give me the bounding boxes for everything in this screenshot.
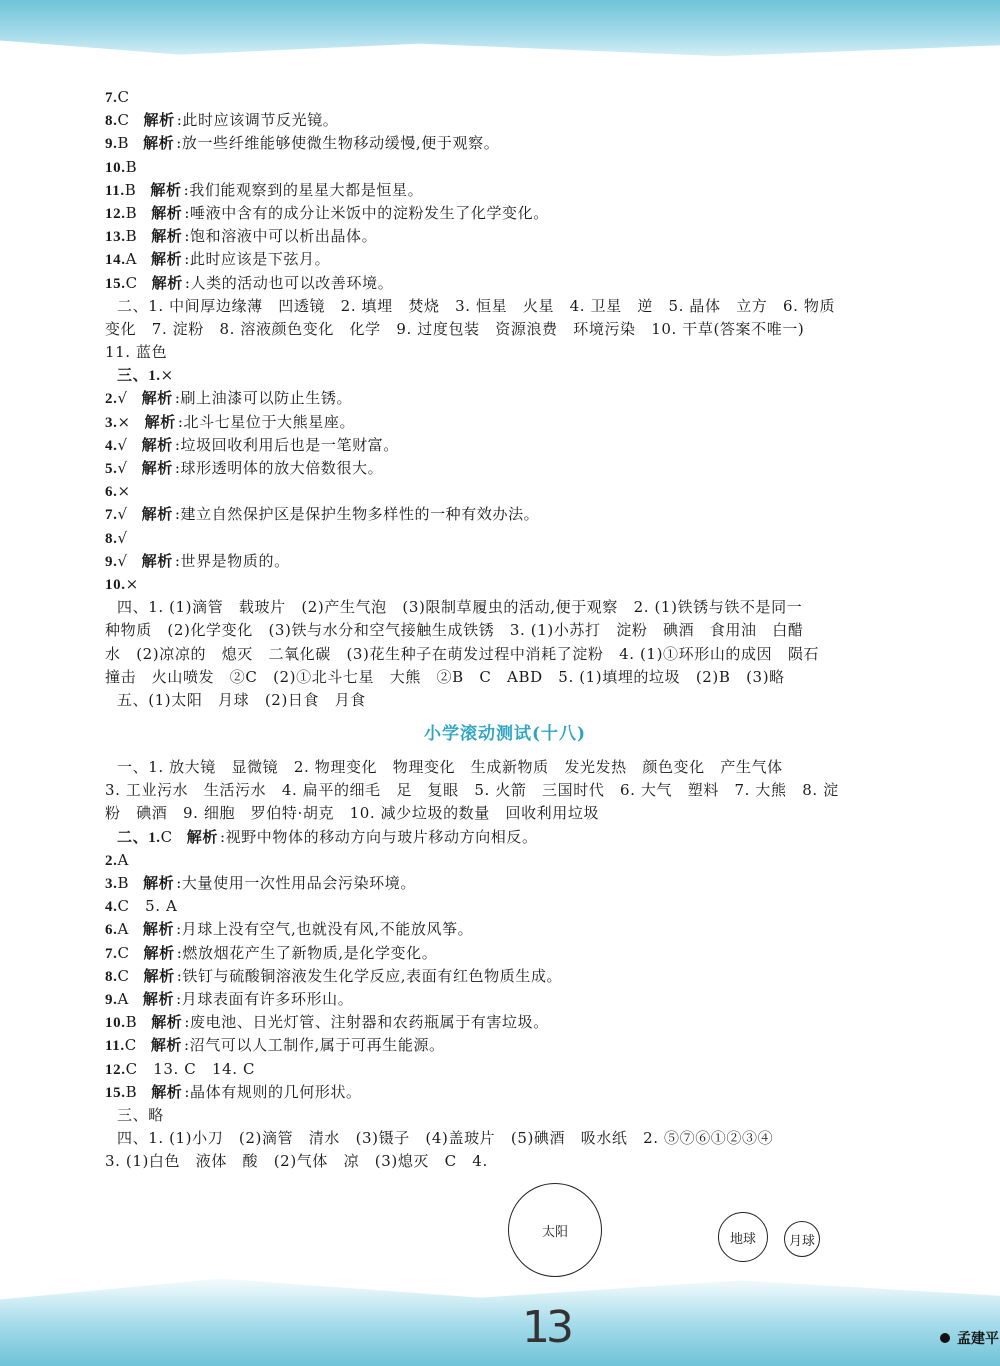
answer-choice: C	[125, 273, 138, 292]
analysis-keyword: 解析	[141, 435, 173, 454]
analysis-keyword: 解析	[150, 1036, 183, 1055]
analysis-keyword: 解析	[143, 943, 175, 962]
text-line: 3. 工业污水 生活污水 4. 扁平的细毛 足 复眼 5. 火箭 三国时代 6. 大气 塑料 7. 大熊 8. 淀	[105, 781, 839, 800]
analysis-text: :建立自然保护区是保护生物多样性的一种有效办法。	[174, 505, 540, 524]
analysis-text: :垃圾回收利用后也是一笔财富。	[174, 435, 399, 454]
answer-choice: B	[124, 180, 137, 199]
answer-line	[105, 225, 905, 248]
part2-fill-answers	[105, 756, 905, 826]
analysis-keyword: 解析	[143, 111, 175, 130]
sun-circle	[508, 1183, 602, 1277]
answer-line	[105, 156, 905, 179]
analysis-keyword: 解析	[151, 203, 183, 222]
analysis-keyword: 解析	[151, 1013, 183, 1032]
answer-line	[105, 272, 905, 295]
question-number: 7.	[105, 507, 118, 524]
answer-choice: A	[117, 850, 129, 869]
question-number: 2.	[105, 852, 118, 869]
question-number: 三、1.	[117, 368, 161, 385]
answer-line	[105, 849, 905, 872]
text-line: 11. 蓝色	[105, 343, 168, 362]
analysis-keyword: 解析	[141, 459, 173, 477]
analysis-text: :唾液中含有的成分让米饭中的淀粉发生了化学变化。	[184, 203, 549, 222]
question-number: 12.	[105, 205, 126, 222]
moon-label: 月球	[788, 1233, 815, 1249]
earth-label: 地球	[729, 1231, 756, 1247]
answer-choice: √	[117, 528, 128, 547]
answer-choice: C	[117, 966, 130, 985]
question-number: 6.	[105, 922, 118, 939]
question-number: 15.	[105, 1084, 126, 1101]
answer-line	[105, 895, 905, 918]
text-line: 五、(1)太阳 月球 (2)日食 月食	[117, 690, 366, 709]
page-number-handwritten: 13	[522, 1302, 570, 1353]
question-number: 15.	[105, 275, 126, 292]
answer-choice: √	[117, 505, 128, 524]
answer-line	[105, 387, 905, 410]
question-number: 8.	[105, 113, 118, 130]
analysis-text: :此时应该是下弦月。	[184, 250, 331, 269]
question-number: 7.	[105, 945, 118, 962]
text-line: 二、1. 中间厚边缘薄 凹透镜 2. 填埋 焚烧 3. 恒星 火星 4. 卫星 逆 5. 晶体 立方 6. 物质	[117, 296, 836, 315]
analysis-keyword: 解析	[142, 920, 175, 939]
answer-line	[105, 248, 905, 271]
question-number: 二、1.	[117, 829, 161, 846]
answer-choice: B	[125, 157, 138, 176]
analysis-text: :大量使用一次性用品会污染环境。	[176, 874, 416, 892]
answer-choice: ×	[117, 482, 131, 501]
question-number: 14.	[105, 252, 126, 269]
analysis-keyword: 解析	[143, 966, 175, 985]
question-number: 7.	[105, 90, 118, 106]
analysis-text: :我们能观察到的星星大都是恒星。	[183, 180, 424, 199]
answer-line	[105, 434, 905, 457]
answer-choice: C	[117, 943, 130, 962]
answer-line	[105, 132, 905, 155]
analysis-text: :月球上没有空气,也就没有风,不能放风筝。	[176, 920, 474, 939]
answer-choice: C	[117, 111, 130, 130]
answer-line	[105, 1034, 905, 1057]
analysis-keyword: 解析	[142, 989, 175, 1008]
text-line: 3. (1)白色 液体 酸 (2)气体 凉 (3)熄灭 C 4.	[105, 1152, 488, 1171]
analysis-text: :晶体有规则的几何形状。	[184, 1082, 362, 1101]
analysis-text: :世界是物质的。	[174, 551, 290, 570]
answer-choice: √	[117, 551, 128, 570]
analysis-keyword: 解析	[141, 389, 173, 408]
answer-line	[105, 1081, 905, 1104]
text-line: 水 (2)凉凉的 熄灭 二氧化碳 (3)花生种子在萌发过程中消耗了淀粉 4. (1)①环形山的成因 陨石	[105, 644, 820, 663]
answer-choice: √	[117, 435, 128, 454]
question-number: 12.	[105, 1061, 126, 1078]
answer-line	[105, 179, 905, 202]
answer-line	[105, 872, 905, 895]
question-number: 10.	[105, 159, 126, 176]
analysis-keyword: 解析	[143, 874, 175, 892]
question-number: 11.	[105, 1038, 125, 1055]
question-number: 3.	[105, 876, 118, 892]
analysis-text: :沼气可以人工制作,属于可再生能源。	[184, 1036, 445, 1055]
answer-choice: C 5. A	[117, 897, 178, 916]
answer-line	[105, 364, 905, 387]
answer-line	[105, 527, 905, 550]
answer-line	[105, 411, 905, 434]
analysis-text: :燃放烟花产生了新物质,是化学变化。	[176, 943, 438, 962]
footer-bullet-icon	[940, 1333, 950, 1343]
answer-line	[105, 503, 905, 526]
footer-brand: 孟建平	[957, 1331, 999, 1347]
analysis-keyword: 解析	[151, 1082, 183, 1101]
analysis-text: :刷上油漆可以防止生锈。	[174, 389, 353, 408]
answer-choice: C	[160, 827, 173, 846]
answer-choice: B	[117, 134, 130, 153]
bottom-decorative-band	[0, 1271, 1000, 1366]
answer-choice: A	[117, 989, 129, 1008]
question-number: 9.	[105, 991, 118, 1008]
question-number: 4.	[105, 899, 118, 916]
answer-line	[105, 826, 905, 849]
question-number: 11.	[105, 182, 125, 199]
answer-choice: A	[117, 920, 129, 939]
answer-choice: C 13. C 14. C	[125, 1059, 256, 1078]
answer-line	[105, 457, 905, 480]
analysis-keyword: 解析	[143, 134, 175, 153]
answer-line	[105, 480, 905, 503]
text-line: 一、1. 放大镜 显微镜 2. 物理变化 物理变化 生成新物质 发光发热 颜色变化 产生气体	[117, 758, 783, 777]
analysis-keyword: 解析	[151, 250, 183, 269]
analysis-text: :月球表面有许多环形山。	[176, 989, 354, 1008]
question-number: 6.	[105, 484, 118, 501]
question-number: 8.	[105, 968, 118, 985]
answer-choice: ×	[160, 366, 174, 385]
text-line: 粉 碘酒 9. 细胞 罗伯特·胡克 10. 减少垃圾的数量 回收利用垃圾	[105, 804, 600, 823]
top-decorative-band	[0, 0, 1000, 78]
answer-line	[105, 573, 905, 596]
analysis-keyword: 解析	[150, 180, 182, 199]
question-number: 10.	[105, 576, 126, 593]
text-line: 撞击 火山喷发 ②C (2)①北斗七星 大熊 ②B C ABD 5. (1)填埋的垃圾 (2)B (3)略	[105, 667, 785, 686]
answer-line	[105, 988, 905, 1011]
answer-line	[105, 942, 905, 965]
part2-choice-answers	[105, 826, 905, 1104]
part1-judge-answers	[105, 364, 905, 596]
question-number: 13.	[105, 229, 126, 246]
answer-line	[105, 918, 905, 941]
question-number: 9.	[105, 136, 118, 153]
analysis-keyword: 解析	[141, 505, 173, 524]
question-number: 10.	[105, 1015, 126, 1032]
analysis-text: :北斗七星位于大熊星座。	[177, 412, 356, 431]
analysis-keyword: 解析	[141, 551, 173, 570]
part1-fill-answers	[105, 295, 905, 365]
answer-choice: ×	[117, 412, 131, 431]
text-line: 变化 7. 淀粉 8. 溶液颜色变化 化学 9. 过度包装 资源浪费 环境污染 10. 干草(答案不唯一)	[105, 319, 805, 338]
part2-experiment-answers	[105, 1127, 905, 1173]
part1-experiment-answers	[105, 596, 905, 712]
question-number: 3.	[105, 414, 118, 431]
analysis-text: :放一些纤维能够使微生物移动缓慢,便于观察。	[176, 134, 500, 153]
answer-choice: C	[124, 1036, 137, 1055]
answer-choice: √	[117, 459, 128, 477]
answer-choice: B	[125, 1013, 138, 1032]
answer-choice: B	[117, 874, 130, 892]
answer-line	[105, 550, 905, 573]
answer-choice: √	[117, 389, 128, 408]
analysis-text: :铁钉与硫酸铜溶液发生化学反应,表面有红色物质生成。	[176, 966, 563, 985]
answer-choice: B	[125, 227, 138, 246]
answer-line	[105, 109, 905, 132]
answer-choice: A	[125, 250, 137, 269]
analysis-keyword: 解析	[186, 827, 218, 846]
part1-choice-answers	[105, 86, 905, 295]
answer-line	[105, 86, 905, 109]
answer-line	[105, 965, 905, 988]
analysis-text: :饱和溶液中可以析出晶体。	[184, 227, 378, 246]
moon-circle	[784, 1221, 820, 1257]
part2-san-line: 三、略	[117, 1105, 164, 1124]
question-number: 2.	[105, 391, 118, 408]
section-title: 小学滚动测试(十八)	[423, 724, 587, 745]
answer-line	[105, 202, 905, 225]
analysis-keyword: 解析	[144, 412, 176, 431]
answer-choice: C	[117, 88, 130, 106]
question-number: 5.	[105, 461, 118, 477]
answer-line	[105, 1011, 905, 1034]
analysis-text: :人类的活动也可以改善环境。	[184, 273, 394, 292]
question-number: 4.	[105, 437, 118, 454]
answer-choice: B	[125, 1082, 138, 1101]
question-number: 9.	[105, 553, 118, 570]
analysis-keyword: 解析	[151, 273, 183, 292]
analysis-keyword: 解析	[151, 227, 183, 246]
analysis-text: :废电池、日光灯管、注射器和农药瓶属于有害垃圾。	[184, 1013, 549, 1032]
analysis-text: :此时应该调节反光镜。	[176, 111, 339, 130]
analysis-text: :视野中物体的移动方向与玻片移动方向相反。	[219, 827, 538, 846]
earth-circle	[718, 1212, 768, 1262]
answer-choice: B	[125, 203, 138, 222]
text-line: 四、1. (1)滴管 载玻片 (2)产生气泡 (3)限制草履虫的活动,便于观察 2. (1)铁锈与铁不是同一	[117, 598, 803, 617]
answer-choice: ×	[125, 574, 139, 593]
analysis-text: :球形透明体的放大倍数很大。	[174, 459, 384, 477]
answer-content	[105, 86, 905, 1173]
answer-line	[105, 1058, 905, 1081]
text-line: 四、1. (1)小刀 (2)滴管 清水 (3)镊子 (4)盖玻片 (5)碘酒 吸水纸 2. ⑤⑦⑥①②③④	[117, 1129, 774, 1148]
text-line: 种物质 (2)化学变化 (3)铁与水分和空气接触生成铁锈 3. (1)小苏打 淀粉 碘酒 食用油 白醋	[105, 621, 804, 640]
sun-label: 太阳	[541, 1224, 568, 1240]
question-number: 8.	[105, 530, 118, 547]
